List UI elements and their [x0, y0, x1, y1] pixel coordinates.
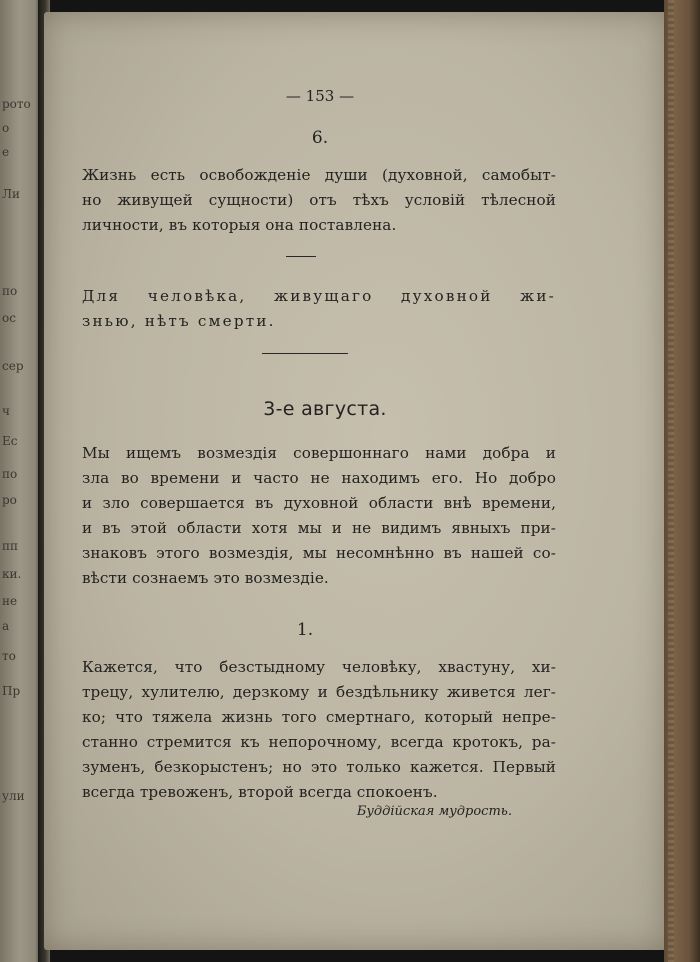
short-divider — [286, 256, 316, 257]
section-number: 6. — [311, 128, 329, 148]
text-line: Для человѣка, живущаго духовной жи- — [82, 287, 556, 305]
date-heading: 3-е августа. — [263, 398, 387, 420]
section-divider — [262, 353, 348, 354]
text-line: личности, въ которыя она поставлена. — [82, 216, 397, 234]
text-line: всегда тревоженъ, второй всегда спокоенъ. — [82, 783, 438, 801]
paragraph — [82, 441, 556, 591]
facing-page-fragment: е — [2, 146, 10, 159]
facing-page-fragment: а — [2, 620, 10, 633]
facing-page-fragment: Ес — [2, 435, 18, 448]
facing-page-fragment: то — [2, 650, 16, 663]
facing-page-fragment: пп — [2, 540, 18, 553]
text-line: зла во времени и часто не находимъ его. Но добро — [82, 469, 556, 487]
text-line: зуменъ, безкорыстенъ; но это только кажется. Первый — [82, 758, 556, 776]
text-line: Жизнь есть освобожденіе души (духовной, самобыт- — [82, 166, 556, 184]
facing-page-fragment: ч — [2, 405, 10, 418]
text-line: знаковъ этого возмездія, мы несомнѣнно въ нашей со- — [82, 544, 556, 562]
text-line: знью, нѣтъ смерти. — [82, 312, 276, 330]
text-line: станно стремится къ непорочному, всегда кротокъ, ра- — [82, 733, 556, 751]
facing-page-fragment: ки. — [2, 568, 22, 581]
paragraph — [82, 163, 556, 238]
facing-page-fragment: ули — [2, 790, 25, 803]
text-line: вѣсти сознаемъ это возмездіе. — [82, 569, 329, 587]
facing-page-fragment: Ли — [2, 188, 21, 201]
facing-page-fragment: рото — [2, 98, 31, 111]
page-number: — 153 — — [285, 87, 355, 105]
facing-page-fragment: ро — [2, 494, 17, 507]
text-line: и зло совершается въ духовной области внѣ времени, — [82, 494, 556, 512]
text-line: трецу, хулителю, дерзкому и бездѣльнику живется лег- — [82, 683, 556, 701]
facing-page-fragment: сер — [2, 360, 24, 373]
paragraph — [82, 284, 556, 334]
book-cover-edge — [664, 0, 700, 962]
facing-page-fragment: Пр — [2, 685, 21, 698]
text-line: Кажется, что безстыдному человѣку, хвастуну, хи- — [82, 658, 556, 676]
facing-page-fragment: по — [2, 285, 18, 298]
facing-page-fragment: по — [2, 468, 18, 481]
facing-page-fragment: о — [2, 122, 10, 135]
text-line: но живущей сущности) отъ тѣхъ условій тѣлесной — [82, 191, 556, 209]
attribution: Буддійская мудрость. — [356, 804, 512, 819]
paragraph — [82, 655, 556, 805]
text-line: ко; что тяжела жизнь того смертнаго, который непре- — [82, 708, 556, 726]
text-line: и въ этой области хотя мы и не видимъ явныхъ при- — [82, 519, 556, 537]
facing-page-fragment: ос — [2, 312, 16, 325]
section-number: 1. — [296, 620, 314, 640]
facing-page-fragment: не — [2, 595, 18, 608]
text-line: Мы ищемъ возмездія совершоннаго нами добра и — [82, 444, 556, 462]
